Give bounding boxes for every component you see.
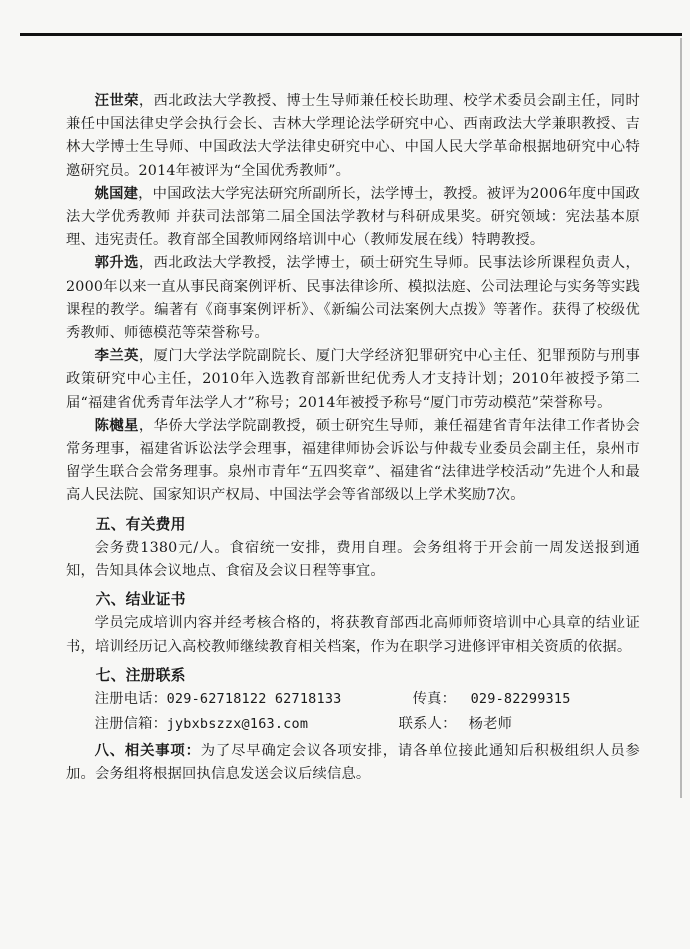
profile-name: 李兰英 bbox=[94, 348, 139, 365]
profile-text: ，华侨大学法学院副教授，硕士研究生导师，兼任福建省青年法律工作者协会常务理事，福建省诉讼法学会理事，福建律师协会诉讼与仲裁专业委员会副主任，泉州市留学生联合会常务理事。泉州市青年“五四奖章”、福建省“法律进学校活动”先进个人和最高人民法院、国家知识产权局、中国法学会等省部级以上学术奖励7次。 bbox=[66, 417, 640, 504]
section-text-certificate: 学员完成培训内容并经考核合格的，将获教育部西北高师师资培训中心具章的结业证书，培训经历记入高校教师继续教育相关档案，作为在职学习进修评审相关资质的依据。 bbox=[66, 615, 640, 655]
profile-paragraph bbox=[66, 252, 640, 345]
profile-paragraph bbox=[66, 183, 640, 253]
section-text-notes: 为了尽早确定会议各项安排，请各单位接此通知后积极组织人员参加。会务组将根据回执信息发送会议后续信息。 bbox=[66, 743, 640, 783]
profile-name: 姚国建 bbox=[94, 185, 139, 202]
profile-name: 陈樾星 bbox=[94, 417, 139, 434]
contact-person-label: 联系人： bbox=[398, 716, 457, 733]
scan-edge-shadow bbox=[680, 38, 682, 798]
document-body bbox=[66, 90, 640, 786]
fax-value: 029-82299315 bbox=[470, 691, 571, 708]
section-heading-notes: 八、相关事项： bbox=[94, 743, 201, 760]
email-label: 注册信箱： bbox=[94, 716, 168, 733]
profile-paragraph bbox=[66, 345, 640, 415]
top-rule bbox=[20, 33, 682, 36]
profile-name: 汪世荣 bbox=[94, 93, 139, 109]
section-heading-contact: 七、注册联系 bbox=[95, 666, 186, 684]
section-text-fees: 会务费1380元/人。食宿统一安排，费用自理。会务组将于开会前一周发送报到通知，告知具体会议地点、食宿及会议日程等事宜。 bbox=[66, 539, 640, 580]
profile-text: ，厦门大学法学院副院长、厦门大学经济犯罪研究中心主任、犯罪预防与刑事政策研究中心主任，2010年入选教育部新世纪优秀人才支持计划；2010年被授予第二届“福建省优秀青年法学人才”称号；2014年被授予称号“厦门市劳动模范”荣誉称号。 bbox=[66, 348, 640, 411]
profile-paragraph bbox=[66, 90, 640, 183]
contact-row-email bbox=[95, 713, 640, 738]
phone-value: 029-62718122 62718133 bbox=[166, 691, 342, 708]
section-heading-certificate: 六、结业证书 bbox=[95, 591, 186, 609]
profile-text: ，西北政法大学教授、博士生导师兼任校长助理、校学术委员会副主任，同时兼任中国法律史学会执行会长、吉林大学理论法学研究中心、西南政法大学兼职教授、吉林大学博士生导师、中国政法大学法律史研究中心、中国人民大学革命根据地研究中心特邀研究员。2014年被评为“全国优秀教师”。 bbox=[66, 93, 640, 179]
email-value: jybxbszzx@163.com bbox=[166, 716, 309, 733]
profile-text: ，西北政法大学教授，法学博士，硕士研究生导师。民事法诊所课程负责人，2000年以来一直从事民商案例评析、民事法律诊所、模拟法庭、公司法理论与实务等实践课程的教学。编著有《商事案例评析》、《新编公司法案例大点拨》等著作。获得了校级优秀教师、师德模范等荣誉称号。 bbox=[66, 255, 640, 342]
contact-person-value: 杨老师 bbox=[468, 716, 513, 733]
profile-paragraph bbox=[66, 415, 640, 508]
profile-name: 郭升选 bbox=[94, 255, 139, 272]
phone-label: 注册电话： bbox=[94, 691, 168, 708]
contact-row-phone bbox=[95, 688, 640, 713]
notes-paragraph bbox=[66, 740, 640, 786]
profile-text: ，中国政法大学宪法研究所副所长，法学博士，教授。被评为2006年度中国政法大学优秀教师 并获司法部第二届全国法学教材与科研成果奖。研究领域：宪法基本原理、违宪责任。教育部全国教师网络培训中心（教师发展在线）特聘教授。 bbox=[66, 185, 640, 249]
fax-label: 传真： bbox=[412, 691, 457, 708]
section-heading-fees: 五、有关费用 bbox=[95, 515, 186, 533]
